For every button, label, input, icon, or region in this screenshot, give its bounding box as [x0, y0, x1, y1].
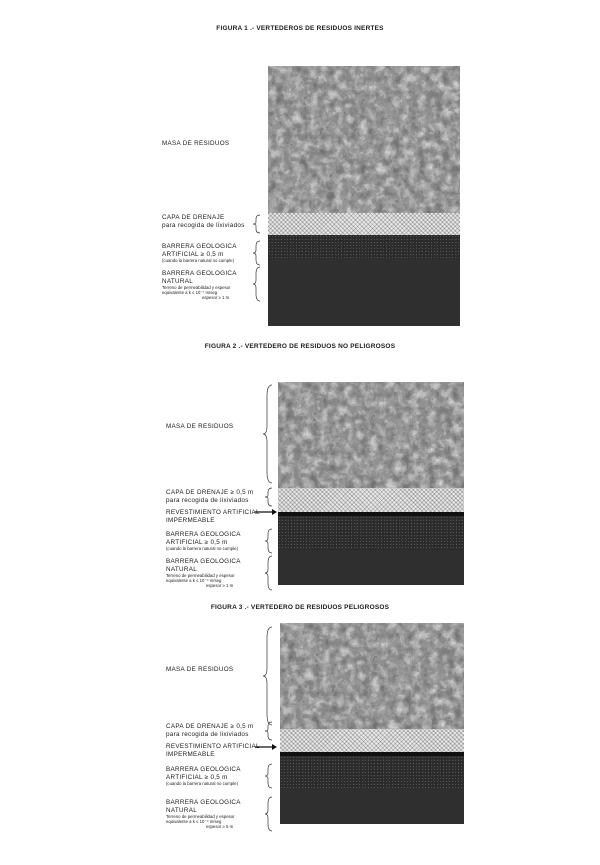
- curly-brace-icon: [264, 487, 274, 507]
- figure-2-title: FIGURA 2 .- VERTEDERO DE RESIDUOS NO PELIGROSOS: [204, 343, 396, 350]
- figure-1-artificial-label: BARRERA GEOLOGICA ARTIFICIAL ≥ 0,5 m (cuando la barrera natural no cumple): [162, 243, 237, 263]
- curly-brace-icon: [264, 763, 274, 789]
- figure-2-drainage-layer: [278, 488, 464, 512]
- figure-3-title: FIGURA 3 .- VERTEDERO DE RESIDUOS PELIGROSOS: [210, 604, 390, 611]
- figure-3-liner-label: REVESTIMIENTO ARTIFICIAL IMPERMEABLE: [166, 743, 260, 758]
- figure-2-waste-label: MASA DE RESIDUOS: [166, 423, 234, 430]
- curly-brace-icon: [264, 555, 274, 591]
- figure-3-waste-label: MASA DE RESIDUOS: [166, 666, 234, 673]
- figure-2-liner-label: REVESTIMIENTO ARTIFICIAL IMPERMEABLE: [166, 509, 260, 524]
- figure-1-artificial-barrier-layer: [268, 235, 460, 259]
- curly-brace-icon: [264, 721, 274, 741]
- curly-brace-icon: [252, 214, 262, 234]
- curly-brace-icon: [262, 384, 274, 484]
- figure-1-column: [268, 66, 460, 326]
- figure-2-artificial-label: BARRERA GEOLOGICA ARTIFICIAL ≥ 0,5 m (cuando la barrera natural no cumple): [166, 531, 241, 551]
- figure-3-natural-barrier-layer: [280, 789, 464, 824]
- figure-3-artificial-label: BARRERA GEOLOGICA ARTIFICIAL ≥ 0,5 m (cuando la barrera natural no cumple): [166, 766, 241, 786]
- curly-brace-icon: [264, 796, 274, 832]
- figure-3-waste-layer: [280, 623, 464, 729]
- arrow-right-icon: [254, 743, 278, 751]
- figure-2-natural-barrier-layer: [278, 550, 464, 585]
- arrow-right-icon: [254, 508, 278, 516]
- figure-1-title: FIGURA 1 .- VERTEDEROS DE RESIDUOS INERTES: [216, 25, 384, 32]
- curly-brace-icon: [252, 266, 262, 302]
- curly-brace-icon: [264, 528, 274, 554]
- curly-brace-icon: [262, 626, 274, 726]
- curly-brace-icon: [252, 240, 262, 266]
- figure-1-drain-label: CAPA DE DRENAJE para recogida de lixiviados: [162, 214, 245, 229]
- figure-2-column: [278, 382, 464, 585]
- figure-3-natural-label: BARRERA GEOLOGICA NATURAL Terreno de permeabilidad y espesor equivalente a k ≤ 10⁻⁹ m/seg espesor ≥ 5 m: [166, 799, 241, 829]
- figure-3-artificial-barrier-layer: [280, 756, 464, 789]
- figure-2-artificial-barrier-layer: [278, 516, 464, 550]
- figure-1-waste-label: MASA DE RESIDUOS: [162, 140, 230, 147]
- figure-2-natural-label: BARRERA GEOLOGICA NATURAL Terreno de permeabilidad y espesor equivalente a k ≤ 10⁻⁹ m/seg espesor ≥ 1 m: [166, 558, 241, 588]
- figure-1-natural-label: BARRERA GEOLOGICA NATURAL Terreno de permeabilidad y espesor equivalente a k ≤ 10⁻⁷ m/seg espesor ≥ 1 m: [162, 270, 237, 300]
- figure-3-drainage-layer: [280, 729, 464, 752]
- figure-3-column: [280, 623, 464, 824]
- figure-1-waste-layer: [268, 66, 460, 213]
- figure-2-waste-layer: [278, 382, 464, 488]
- figure-1-drainage-layer: [268, 213, 460, 235]
- figure-1-natural-barrier-layer: [268, 259, 460, 326]
- figure-2-drain-label: CAPA DE DRENAJE ≥ 0,5 m para recogida de lixiviados: [166, 489, 254, 504]
- figure-3-drain-label: CAPA DE DRENAJE ≥ 0,5 m para recogida de lixiviados: [166, 723, 254, 738]
